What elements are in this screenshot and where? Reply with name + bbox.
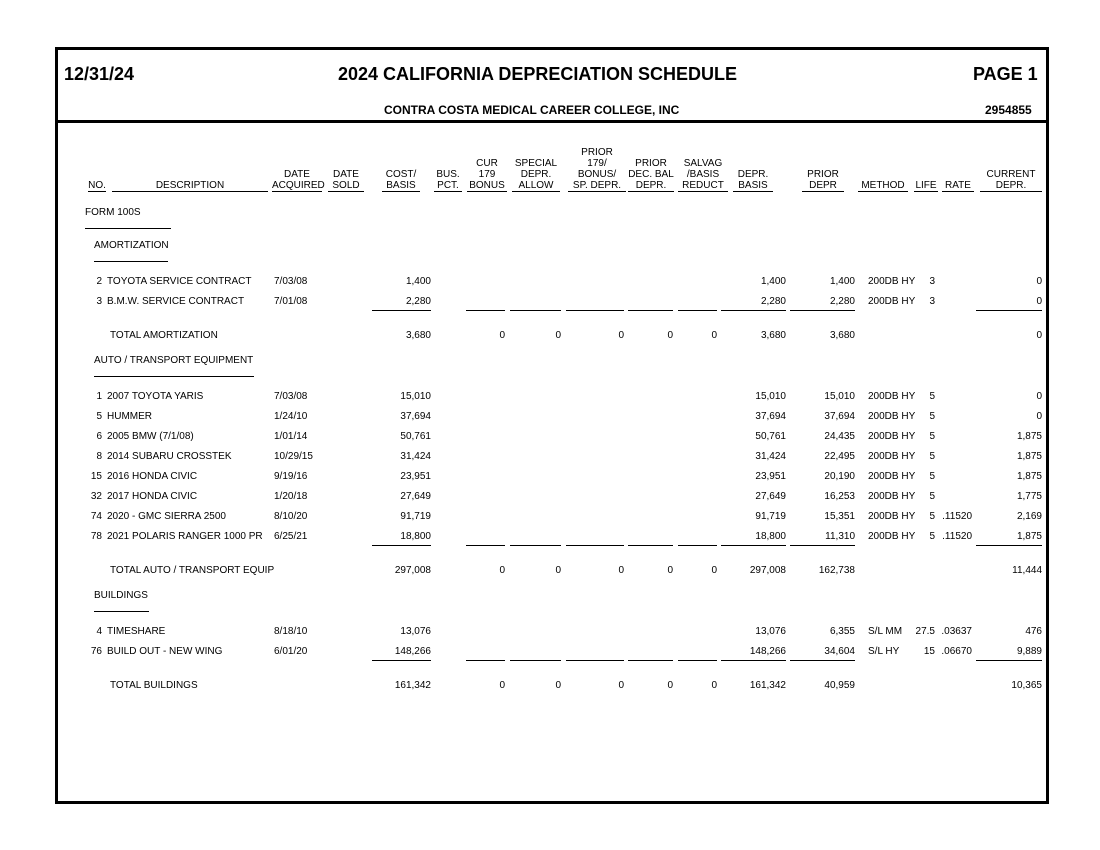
section-underline <box>94 376 254 377</box>
total-prior: 40,959 <box>824 680 855 691</box>
total-rule <box>790 545 855 546</box>
total-depr-basis: 3,680 <box>760 330 786 341</box>
prior-depr: 2,280 <box>829 296 855 307</box>
total-rule <box>510 310 561 311</box>
report-date: 12/31/24 <box>64 64 135 84</box>
header-divider <box>58 120 1046 123</box>
prior-depr: 1,400 <box>829 276 855 287</box>
total-rule <box>678 545 717 546</box>
prior-depr: 22,495 <box>824 451 855 462</box>
current-depr: 0 <box>1036 296 1042 307</box>
total-rule <box>678 660 717 661</box>
cost-basis: 37,694 <box>400 411 431 422</box>
total-rule <box>976 660 1042 661</box>
depr-basis: 27,649 <box>755 491 786 502</box>
column-header-method: METHOD <box>858 180 908 192</box>
method: S/L HY <box>868 646 900 657</box>
date-acquired: 7/03/08 <box>274 276 308 287</box>
depr-basis: 13,076 <box>755 626 786 637</box>
total-label: TOTAL BUILDINGS <box>110 680 198 691</box>
column-header-rate: RATE <box>942 180 974 192</box>
total-cost: 161,342 <box>394 680 431 691</box>
total-special: 0 <box>555 680 561 691</box>
current-depr: 1,875 <box>1016 531 1042 542</box>
column-header-date-sold: DATE SOLD <box>328 169 364 192</box>
date-acquired: 6/01/20 <box>274 646 308 657</box>
cost-basis: 23,951 <box>400 471 431 482</box>
current-depr: 9,889 <box>1016 646 1042 657</box>
column-header-description: DESCRIPTION <box>112 180 268 192</box>
depr-basis: 37,694 <box>755 411 786 422</box>
cost-basis: 13,076 <box>400 626 431 637</box>
asset-description: 2017 HONDA CIVIC <box>107 491 198 502</box>
method: 200DB HY <box>868 471 916 482</box>
asset-description: 2020 - GMC SIERRA 2500 <box>107 511 226 522</box>
cost-basis: 91,719 <box>400 511 431 522</box>
cost-basis: 18,800 <box>400 531 431 542</box>
column-header-salvag-basis-reduct: SALVAG /BASIS REDUCT <box>678 158 728 192</box>
total-prior-db: 0 <box>667 565 673 576</box>
method: 200DB HY <box>868 276 916 287</box>
current-depr: 0 <box>1036 411 1042 422</box>
asset-description: 2005 BMW (7/1/08) <box>107 431 194 442</box>
column-header-prior-depr: PRIOR DEPR <box>802 169 844 192</box>
total-rule <box>566 310 624 311</box>
life: 3 <box>929 296 935 307</box>
method: 200DB HY <box>868 531 916 542</box>
date-acquired: 6/25/21 <box>274 531 308 542</box>
prior-depr: 24,435 <box>824 431 855 442</box>
asset-description: TOYOTA SERVICE CONTRACT <box>107 276 252 287</box>
depr-basis: 148,266 <box>749 646 786 657</box>
page-number: PAGE 1 <box>973 64 1038 84</box>
current-depr: 1,875 <box>1016 471 1042 482</box>
date-acquired: 9/19/16 <box>274 471 308 482</box>
asset-description: B.M.W. SERVICE CONTRACT <box>107 296 245 307</box>
method: S/L MM <box>868 626 903 637</box>
company-id: 2954855 <box>985 103 1032 117</box>
current-depr: 1,775 <box>1016 491 1042 502</box>
total-rule <box>466 660 505 661</box>
total-rule <box>976 310 1042 311</box>
total-rule <box>466 310 505 311</box>
column-header-date-acquired: DATE ACQUIRED <box>272 169 325 191</box>
depr-basis: 91,719 <box>755 511 786 522</box>
asset-description: TIMESHARE <box>107 626 166 637</box>
column-header-life: LIFE <box>915 180 937 191</box>
total-prior-db: 0 <box>667 330 673 341</box>
cost-basis: 148,266 <box>394 646 431 657</box>
cost-basis: 1,400 <box>405 276 431 287</box>
total-rule <box>721 310 786 311</box>
section-title: AMORTIZATION <box>94 240 169 251</box>
form-label: FORM 100S <box>85 207 141 218</box>
total-rule <box>566 545 624 546</box>
total-current: 11,444 <box>1012 565 1042 576</box>
current-depr: 2,169 <box>1016 511 1042 522</box>
total-salvag: 0 <box>711 565 717 576</box>
depr-basis: 15,010 <box>755 391 786 402</box>
row-number: 5 <box>96 411 102 422</box>
total-rule <box>721 660 786 661</box>
column-header-prior-179-bonus: PRIOR 179/ BONUS/ SP. DEPR. <box>568 147 626 192</box>
life: 5 <box>929 451 935 462</box>
prior-depr: 15,351 <box>824 511 855 522</box>
row-number: 1 <box>96 391 102 402</box>
depr-basis: 31,424 <box>755 451 786 462</box>
total-rule <box>678 310 717 311</box>
total-depr-basis: 161,342 <box>749 680 786 691</box>
asset-description: 2007 TOYOTA YARIS <box>107 391 204 402</box>
section-title: BUILDINGS <box>94 590 148 601</box>
rate: .11520 <box>942 511 972 522</box>
total-prior: 3,680 <box>829 330 855 341</box>
company-name: CONTRA COSTA MEDICAL CAREER COLLEGE, INC <box>384 103 680 117</box>
total-prior-db: 0 <box>667 680 673 691</box>
total-rule <box>628 545 673 546</box>
prior-depr: 11,310 <box>825 531 855 542</box>
total-depr-basis: 297,008 <box>749 565 786 576</box>
column-header-prior-dec-bal-depr: PRIOR DEC. BAL DEPR. <box>628 158 674 191</box>
date-acquired: 7/03/08 <box>274 391 308 402</box>
method: 200DB HY <box>868 491 916 502</box>
asset-description: 2014 SUBARU CROSSTEK <box>107 451 232 462</box>
asset-description: 2016 HONDA CIVIC <box>107 471 198 482</box>
prior-depr: 34,604 <box>824 646 855 657</box>
column-header-cost-basis: COST/ BASIS <box>382 169 420 192</box>
current-depr: 0 <box>1036 276 1042 287</box>
method: 200DB HY <box>868 431 916 442</box>
life: 27.5 <box>915 626 935 637</box>
total-special: 0 <box>555 330 561 341</box>
section-underline <box>94 611 149 612</box>
total-salvag: 0 <box>711 330 717 341</box>
total-rule <box>372 545 431 546</box>
date-acquired: 8/18/10 <box>274 626 308 637</box>
total-cost: 297,008 <box>394 565 431 576</box>
total-rule <box>976 545 1042 546</box>
total-prior-179: 0 <box>618 330 624 341</box>
date-acquired: 10/29/15 <box>274 451 313 462</box>
life: 5 <box>929 491 935 502</box>
depr-basis: 23,951 <box>755 471 786 482</box>
column-header-depr-basis: DEPR. BASIS <box>733 169 773 192</box>
total-salvag: 0 <box>711 680 717 691</box>
total-cur-179: 0 <box>499 330 505 341</box>
prior-depr: 6,355 <box>829 626 855 637</box>
total-rule <box>628 310 673 311</box>
total-cost: 3,680 <box>405 330 431 341</box>
total-rule <box>510 660 561 661</box>
total-rule <box>372 660 431 661</box>
method: 200DB HY <box>868 411 916 422</box>
prior-depr: 16,253 <box>824 491 855 502</box>
date-acquired: 1/20/18 <box>274 491 308 502</box>
prior-depr: 15,010 <box>824 391 855 402</box>
total-rule <box>466 545 505 546</box>
total-current: 10,365 <box>1011 680 1042 691</box>
total-rule <box>372 310 431 311</box>
current-depr: 1,875 <box>1016 431 1042 442</box>
life: 5 <box>929 431 935 442</box>
row-number: 6 <box>96 431 102 442</box>
report-title: 2024 CALIFORNIA DEPRECIATION SCHEDULE <box>338 64 738 84</box>
rate: .06670 <box>941 646 972 657</box>
cost-basis: 50,761 <box>400 431 431 442</box>
current-depr: 476 <box>1025 626 1042 637</box>
method: 200DB HY <box>868 451 916 462</box>
section-underline <box>94 261 168 262</box>
prior-depr: 37,694 <box>824 411 855 422</box>
column-header-special-depr-allow: SPECIAL DEPR. ALLOW <box>512 158 560 192</box>
total-rule <box>790 310 855 311</box>
row-number: 4 <box>96 626 102 637</box>
cost-basis: 15,010 <box>400 391 431 402</box>
row-number: 78 <box>90 531 102 542</box>
date-acquired: 1/01/14 <box>274 431 308 442</box>
date-acquired: 1/24/10 <box>274 411 308 422</box>
row-number: 15 <box>90 471 102 482</box>
date-acquired: 7/01/08 <box>274 296 308 307</box>
current-depr: 1,875 <box>1016 451 1042 462</box>
asset-description: 2021 POLARIS RANGER 1000 PR <box>107 531 263 542</box>
life: 15 <box>923 646 935 657</box>
rate: .11520 <box>942 531 972 542</box>
row-number: 2 <box>96 276 102 287</box>
asset-description: HUMMER <box>107 411 152 422</box>
total-label: TOTAL AMORTIZATION <box>110 330 218 341</box>
total-cur-179: 0 <box>499 565 505 576</box>
asset-description: BUILD OUT - NEW WING <box>107 646 223 657</box>
row-number: 3 <box>96 296 102 307</box>
total-prior-179: 0 <box>618 680 624 691</box>
life: 5 <box>929 391 935 402</box>
life: 3 <box>929 276 935 287</box>
total-rule <box>721 545 786 546</box>
cost-basis: 27,649 <box>400 491 431 502</box>
method: 200DB HY <box>868 511 916 522</box>
total-rule <box>510 545 561 546</box>
total-rule <box>628 660 673 661</box>
depr-basis: 2,280 <box>760 296 786 307</box>
rate: .03637 <box>941 626 972 637</box>
row-number: 8 <box>96 451 102 462</box>
total-special: 0 <box>555 565 561 576</box>
row-number: 74 <box>90 511 102 522</box>
current-depr: 0 <box>1036 391 1042 402</box>
total-rule <box>790 660 855 661</box>
depr-basis: 50,761 <box>755 431 786 442</box>
depr-basis: 1,400 <box>760 276 786 287</box>
total-prior: 162,738 <box>818 565 855 576</box>
total-current: 0 <box>1036 330 1042 341</box>
column-header-no: NO. <box>88 180 106 191</box>
life: 5 <box>929 511 935 522</box>
form-label-underline <box>85 228 171 229</box>
total-prior-179: 0 <box>618 565 624 576</box>
column-header-bus-pct: BUS. PCT. <box>434 169 462 192</box>
column-header-cur-179-bonus: CUR 179 BONUS <box>467 158 507 192</box>
total-cur-179: 0 <box>499 680 505 691</box>
depr-basis: 18,800 <box>755 531 786 542</box>
total-label: TOTAL AUTO / TRANSPORT EQUIP <box>110 565 275 576</box>
section-title: AUTO / TRANSPORT EQUIPMENT <box>94 355 254 366</box>
row-number: 76 <box>90 646 102 657</box>
life: 5 <box>929 411 935 422</box>
total-rule <box>566 660 624 661</box>
method: 200DB HY <box>868 391 916 402</box>
life: 5 <box>929 531 935 542</box>
method: 200DB HY <box>868 296 916 307</box>
date-acquired: 8/10/20 <box>274 511 308 522</box>
cost-basis: 2,280 <box>405 296 431 307</box>
prior-depr: 20,190 <box>824 471 855 482</box>
life: 5 <box>929 471 935 482</box>
cost-basis: 31,424 <box>400 451 431 462</box>
column-header-current-depr: CURRENT DEPR. <box>980 169 1042 192</box>
row-number: 32 <box>90 491 102 502</box>
